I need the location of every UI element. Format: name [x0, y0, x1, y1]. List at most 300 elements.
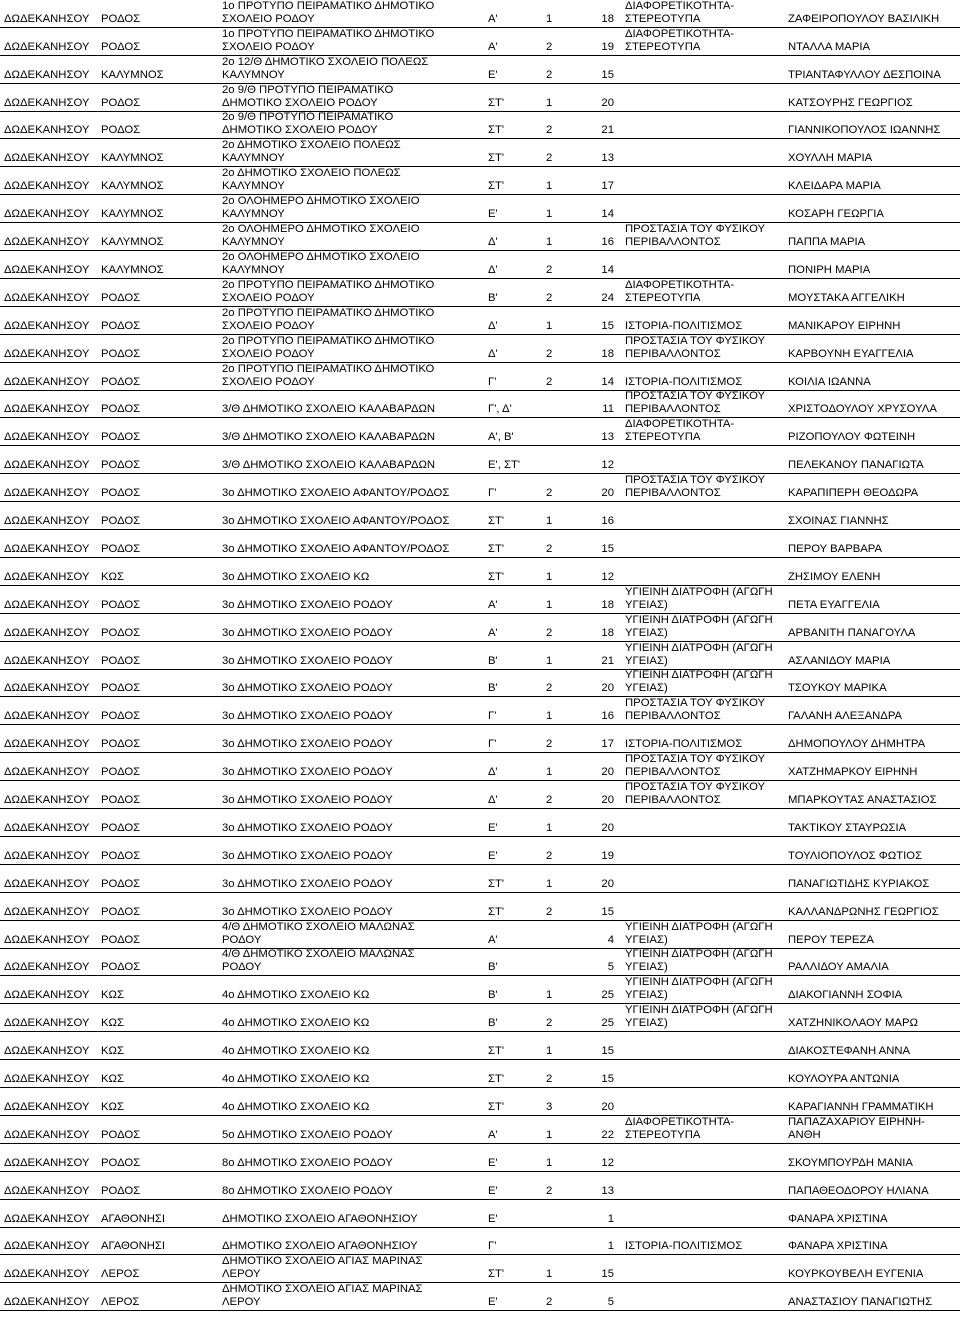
table-row: [0, 781, 960, 809]
grade-cell: Β': [488, 1017, 498, 1030]
island-cell: ΡΟΔΟΣ: [101, 654, 141, 667]
school-cell: ΔΗΜΟΤΙΚΟ ΣΧΟΛΕΙΟ ΑΓΑΘΟΝΗΣΙΟΥ: [222, 1212, 418, 1225]
teacher-cell: ΚΑΛΛΑΝΔΡΩΝΗΣ ΓΕΩΡΓΙΟΣ: [788, 905, 939, 918]
table-row: [0, 1228, 960, 1256]
school-cell: 2ο 12/Θ ΔΗΜΟΤΙΚΟ ΣΧΟΛΕΙΟ ΠΟΛΕΩΣ ΚΑΛΥΜΝΟΥ: [222, 55, 429, 81]
table-row: [0, 391, 960, 419]
teacher-cell: ΚΑΤΣΟΥΡΗΣ ΓΕΩΡΓΙΟΣ: [788, 96, 913, 109]
grade-cell: ΣΤ': [488, 570, 505, 583]
section-cell: 2: [546, 682, 553, 695]
region-cell: ΔΩΔΕΚΑΝΗΣΟΥ: [4, 124, 90, 137]
table-row: [0, 335, 960, 363]
region-cell: ΔΩΔΕΚΑΝΗΣΟΥ: [4, 1045, 90, 1058]
theme-cell: ΠΡΟΣΤΑΣΙΑ ΤΟΥ ΦΥΣΙΚΟΥ ΠΕΡΙΒΑΛΛΟΝΤΟΣ: [625, 223, 766, 249]
grade-cell: ΣΤ': [488, 180, 505, 193]
island-cell: ΡΟΔΟΣ: [101, 1156, 141, 1169]
students-cell: 15: [601, 1073, 614, 1086]
school-cell: 3ο ΔΗΜΟΤΙΚΟ ΣΧΟΛΕΙΟ ΡΟΔΟΥ: [222, 877, 393, 890]
students-cell: 20: [601, 96, 614, 109]
school-cell: 3ο ΔΗΜΟΤΙΚΟ ΣΧΟΛΕΙΟ ΑΦΑΝΤΟΥ/ΡΟΔΟΣ: [222, 515, 450, 528]
island-cell: ΡΟΔΟΣ: [101, 598, 141, 611]
section-cell: 1: [546, 236, 553, 249]
students-cell: 12: [601, 570, 614, 583]
grade-cell: Δ': [488, 263, 498, 276]
students-cell: 15: [601, 1045, 614, 1058]
students-cell: 17: [601, 738, 614, 751]
table-row: [0, 893, 960, 921]
region-cell: ΔΩΔΕΚΑΝΗΣΟΥ: [4, 1268, 90, 1281]
students-cell: 1: [607, 1212, 614, 1225]
students-cell: 4: [607, 933, 614, 946]
section-cell: 1: [546, 821, 553, 834]
table-row: [0, 56, 960, 84]
students-cell: 25: [601, 989, 614, 1002]
section-cell: 2: [546, 626, 553, 639]
section-cell: 2: [546, 1296, 553, 1309]
theme-cell: ΔΙΑΦΟΡΕΤΙΚΟΤΗΤΑ- ΣΤΕΡΕΟΤΥΠΑ: [625, 27, 735, 53]
school-cell: 2ο ΔΗΜΟΤΙΚΟ ΣΧΟΛΕΙΟ ΠΟΛΕΩΣ ΚΑΛΥΜΝΟΥ: [222, 167, 401, 193]
students-cell: 13: [601, 1184, 614, 1197]
grade-cell: Γ': [488, 710, 497, 723]
region-cell: ΔΩΔΕΚΑΝΗΣΟΥ: [4, 431, 90, 444]
table-row: [0, 614, 960, 642]
grade-cell: ΣΤ': [488, 1268, 505, 1281]
section-cell: 2: [546, 905, 553, 918]
region-cell: ΔΩΔΕΚΑΝΗΣΟΥ: [4, 319, 90, 332]
school-cell: 3ο ΔΗΜΟΤΙΚΟ ΣΧΟΛΕΙΟ ΡΟΔΟΥ: [222, 738, 393, 751]
teacher-cell: ΠΑΝΑΓΙΩΤΙΔΗΣ ΚΥΡΙΑΚΟΣ: [788, 877, 930, 890]
school-cell: 1ο ΠΡΟΤΥΠΟ ΠΕΙΡΑΜΑΤΙΚΟ ΔΗΜΟΤΙΚΟ ΣΧΟΛΕΙΟ ΡΟΔΟΥ: [222, 0, 435, 25]
teacher-cell: ΤΟΥΛΙΟΠΟΥΛΟΣ ΦΩΤΙΟΣ: [788, 849, 923, 862]
grade-cell: Ε', ΣΤ': [488, 459, 521, 472]
section-cell: 2: [546, 738, 553, 751]
teacher-cell: ΧΟΥΛΛΗ ΜΑΡΙΑ: [788, 152, 873, 165]
teacher-cell: ΦΑΝΑΡΑ ΧΡΙΣΤΙΝΑ: [788, 1212, 888, 1225]
teacher-cell: ΚΟΥΛΟΥΡΑ ΑΝΤΩΝΙΑ: [788, 1073, 900, 1086]
teacher-cell: ΑΝΑΣΤΑΣΙΟΥ ΠΑΝΑΓΙΩΤΗΣ: [788, 1296, 933, 1309]
region-cell: ΔΩΔΕΚΑΝΗΣΟΥ: [4, 236, 90, 249]
teacher-cell: ΠΑΠΑΖΑΧΑΡΙΟΥ ΕΙΡΗΝΗ- ΑΝΘΗ: [788, 1115, 925, 1141]
students-cell: 20: [601, 487, 614, 500]
theme-cell: ΥΓΙΕΙΝΗ ΔΙΑΤΡΟΦΗ (ΑΓΩΓΗ ΥΓΕΙΑΣ): [625, 669, 773, 695]
island-cell: ΚΑΛΥΜΝΟΣ: [101, 180, 164, 193]
school-cell: 1ο ΠΡΟΤΥΠΟ ΠΕΙΡΑΜΑΤΙΚΟ ΔΗΜΟΤΙΚΟ ΣΧΟΛΕΙΟ ΡΟΔΟΥ: [222, 27, 435, 53]
section-cell: 1: [546, 180, 553, 193]
teacher-cell: ΚΑΡΑΓΙΑΝΝΗ ΓΡΑΜΜΑΤΙΚΗ: [788, 1100, 934, 1113]
region-cell: ΔΩΔΕΚΑΝΗΣΟΥ: [4, 989, 90, 1002]
teacher-cell: ΚΛΕΙΔΑΡΑ ΜΑΡΙΑ: [788, 180, 881, 193]
region-cell: ΔΩΔΕΚΑΝΗΣΟΥ: [4, 654, 90, 667]
school-cell: 5ο ΔΗΜΟΤΙΚΟ ΣΧΟΛΕΙΟ ΡΟΔΟΥ: [222, 1128, 393, 1141]
table-row: [0, 530, 960, 558]
island-cell: ΡΟΔΟΣ: [101, 375, 141, 388]
region-cell: ΔΩΔΕΚΑΝΗΣΟΥ: [4, 152, 90, 165]
teacher-cell: ΚΟΣΑΡΗ ΓΕΩΡΓΙΑ: [788, 208, 884, 221]
section-cell: 1: [546, 598, 553, 611]
school-cell: 2ο ΟΛΟΗΜΕΡΟ ΔΗΜΟΤΙΚΟ ΣΧΟΛΕΙΟ ΚΑΛΥΜΝΟΥ: [222, 250, 420, 276]
table-row: [0, 84, 960, 112]
school-cell: 4ο ΔΗΜΟΤΙΚΟ ΣΧΟΛΕΙΟ ΚΩ: [222, 1100, 370, 1113]
island-cell: ΡΟΔΟΣ: [101, 766, 141, 779]
region-cell: ΔΩΔΕΚΑΝΗΣΟΥ: [4, 347, 90, 360]
theme-cell: ΔΙΑΦΟΡΕΤΙΚΟΤΗΤΑ- ΣΤΕΡΕΟΤΥΠΑ: [625, 278, 735, 304]
school-cell: 3ο ΔΗΜΟΤΙΚΟ ΣΧΟΛΕΙΟ ΡΟΔΟΥ: [222, 598, 393, 611]
grade-cell: Ε': [488, 1156, 498, 1169]
section-cell: 2: [546, 1184, 553, 1197]
island-cell: ΡΟΔΟΣ: [101, 96, 141, 109]
grade-cell: Β': [488, 961, 498, 974]
students-cell: 17: [601, 180, 614, 193]
grade-cell: Ε': [488, 1184, 498, 1197]
school-cell: 3ο ΔΗΜΟΤΙΚΟ ΣΧΟΛΕΙΟ ΡΟΔΟΥ: [222, 710, 393, 723]
island-cell: ΡΟΔΟΣ: [101, 487, 141, 500]
teacher-cell: ΚΑΡΑΠΙΠΕΡΗ ΘΕΟΔΩΡΑ: [788, 487, 919, 500]
table-row: [0, 167, 960, 195]
students-cell: 25: [601, 1017, 614, 1030]
grade-cell: ΣΤ': [488, 152, 505, 165]
island-cell: ΚΑΛΥΜΝΟΣ: [101, 68, 164, 81]
island-cell: ΡΟΔΟΣ: [101, 1184, 141, 1197]
island-cell: ΚΑΛΥΜΝΟΣ: [101, 263, 164, 276]
school-cell: ΔΗΜΟΤΙΚΟ ΣΧΟΛΕΙΟ ΑΓΙΑΣ ΜΑΡΙΝΑΣ ΛΕΡΟΥ: [222, 1283, 423, 1309]
students-cell: 20: [601, 682, 614, 695]
section-cell: 2: [546, 68, 553, 81]
region-cell: ΔΩΔΕΚΑΝΗΣΟΥ: [4, 180, 90, 193]
theme-cell: ΥΓΙΕΙΝΗ ΔΙΑΤΡΟΦΗ (ΑΓΩΓΗ ΥΓΕΙΑΣ): [625, 641, 773, 667]
teacher-cell: ΤΡΙΑΝΤΑΦΥΛΛΟΥ ΔΕΣΠΟΙΝΑ: [788, 68, 941, 81]
grade-cell: Ε': [488, 849, 498, 862]
table-row: [0, 698, 960, 726]
school-cell: 3ο ΔΗΜΟΤΙΚΟ ΣΧΟΛΕΙΟ ΚΩ: [222, 570, 370, 583]
students-cell: 18: [601, 347, 614, 360]
island-cell: ΡΟΔΟΣ: [101, 682, 141, 695]
theme-cell: ΙΣΤΟΡΙΑ-ΠΟΛΙΤΙΣΜΟΣ: [625, 1240, 743, 1253]
section-cell: 1: [546, 654, 553, 667]
grade-cell: ΣΤ': [488, 877, 505, 890]
section-cell: 1: [546, 1268, 553, 1281]
grade-cell: Δ': [488, 347, 498, 360]
grade-cell: ΣΤ': [488, 515, 505, 528]
island-cell: ΚΑΛΥΜΝΟΣ: [101, 208, 164, 221]
region-cell: ΔΩΔΕΚΑΝΗΣΟΥ: [4, 1240, 90, 1253]
region-cell: ΔΩΔΕΚΑΝΗΣΟΥ: [4, 849, 90, 862]
grade-cell: Γ': [488, 1240, 497, 1253]
table-row: [0, 558, 960, 586]
teacher-cell: ΜΟΥΣΤΑΚΑ ΑΓΓΕΛΙΚΗ: [788, 291, 905, 304]
table-row: [0, 1283, 960, 1311]
section-cell: 1: [546, 766, 553, 779]
table-row: [0, 307, 960, 335]
table-row: [0, 1060, 960, 1088]
students-cell: 18: [601, 12, 614, 25]
theme-cell: ΠΡΟΣΤΑΣΙΑ ΤΟΥ ΦΥΣΙΚΟΥ ΠΕΡΙΒΑΛΛΟΝΤΟΣ: [625, 697, 766, 723]
theme-cell: ΥΓΙΕΙΝΗ ΔΙΑΤΡΟΦΗ (ΑΓΩΓΗ ΥΓΕΙΑΣ): [625, 1004, 773, 1030]
table-row: [0, 809, 960, 837]
table-row: [0, 474, 960, 502]
teacher-cell: ΖΗΣΙΜΟΥ ΕΛΕΝΗ: [788, 570, 881, 583]
table-row: [0, 670, 960, 698]
region-cell: ΔΩΔΕΚΑΝΗΣΟΥ: [4, 12, 90, 25]
island-cell: ΑΓΑΘΟΝΗΣΙ: [101, 1212, 166, 1225]
students-cell: 13: [601, 431, 614, 444]
theme-cell: ΙΣΤΟΡΙΑ-ΠΟΛΙΤΙΣΜΟΣ: [625, 375, 743, 388]
island-cell: ΡΟΔΟΣ: [101, 431, 141, 444]
theme-cell: ΥΓΙΕΙΝΗ ΔΙΑΤΡΟΦΗ (ΑΓΩΓΗ ΥΓΕΙΑΣ): [625, 948, 773, 974]
students-cell: 24: [601, 291, 614, 304]
island-cell: ΚΩΣ: [101, 570, 124, 583]
island-cell: ΚΑΛΥΜΝΟΣ: [101, 236, 164, 249]
region-cell: ΔΩΔΕΚΑΝΗΣΟΥ: [4, 961, 90, 974]
school-cell: 3ο ΔΗΜΟΤΙΚΟ ΣΧΟΛΕΙΟ ΡΟΔΟΥ: [222, 849, 393, 862]
theme-cell: ΠΡΟΣΤΑΣΙΑ ΤΟΥ ΦΥΣΙΚΟΥ ΠΕΡΙΒΑΛΛΟΝΤΟΣ: [625, 390, 766, 416]
section-cell: 2: [546, 263, 553, 276]
students-cell: 5: [607, 961, 614, 974]
students-cell: 5: [607, 1296, 614, 1309]
school-cell: 8ο ΔΗΜΟΤΙΚΟ ΣΧΟΛΕΙΟ ΡΟΔΟΥ: [222, 1184, 393, 1197]
island-cell: ΡΟΔΟΣ: [101, 124, 141, 137]
island-cell: ΡΟΔΟΣ: [101, 403, 141, 416]
grade-cell: ΣΤ': [488, 1073, 505, 1086]
grade-cell: Γ': [488, 375, 497, 388]
grade-cell: Α': [488, 598, 498, 611]
island-cell: ΡΟΔΟΣ: [101, 738, 141, 751]
teacher-cell: ΔΙΑΚΟΓΙΑΝΝΗ ΣΟΦΙΑ: [788, 989, 903, 1002]
table-row: [0, 140, 960, 168]
section-cell: 2: [546, 487, 553, 500]
school-cell: 3ο ΔΗΜΟΤΙΚΟ ΣΧΟΛΕΙΟ ΡΟΔΟΥ: [222, 654, 393, 667]
table-row: [0, 0, 960, 28]
section-cell: 2: [546, 347, 553, 360]
region-cell: ΔΩΔΕΚΑΝΗΣΟΥ: [4, 1073, 90, 1086]
grade-cell: Ε': [488, 821, 498, 834]
school-cell: 4/Θ ΔΗΜΟΤΙΚΟ ΣΧΟΛΕΙΟ ΜΑΛΩΝΑΣ ΡΟΔΟΥ: [222, 920, 415, 946]
teacher-cell: ΑΣΛΑΝΙΔΟΥ ΜΑΡΙΑ: [788, 654, 891, 667]
students-cell: 20: [601, 1100, 614, 1113]
section-cell: 2: [546, 542, 553, 555]
students-cell: 16: [601, 236, 614, 249]
island-cell: ΡΟΔΟΣ: [101, 40, 141, 53]
school-cell: 2ο ΠΡΟΤΥΠΟ ΠΕΙΡΑΜΑΤΙΚΟ ΔΗΜΟΤΙΚΟ ΣΧΟΛΕΙΟ ΡΟΔΟΥ: [222, 362, 435, 388]
teacher-cell: ΚΟΥΡΚΟΥΒΕΛΗ ΕΥΓΕΝΙΑ: [788, 1268, 924, 1281]
table-row: [0, 837, 960, 865]
teacher-cell: ΧΑΤΖΗΜΑΡΚΟΥ ΕΙΡΗΝΗ: [788, 766, 918, 779]
grade-cell: Δ': [488, 319, 498, 332]
school-cell: 3ο ΔΗΜΟΤΙΚΟ ΣΧΟΛΕΙΟ ΡΟΔΟΥ: [222, 821, 393, 834]
theme-cell: ΠΡΟΣΤΑΣΙΑ ΤΟΥ ΦΥΣΙΚΟΥ ΠΕΡΙΒΑΛΛΟΝΤΟΣ: [625, 334, 766, 360]
section-cell: 2: [546, 291, 553, 304]
teacher-cell: ΠΕΤΑ ΕΥΑΓΓΕΛΙΑ: [788, 598, 880, 611]
school-cell: 2ο 9/Θ ΠΡΟΤΥΠΟ ΠΕΙΡΑΜΑΤΙΚΟ ΔΗΜΟΤΙΚΟ ΣΧΟΛΕΙΟ ΡΟΔΟΥ: [222, 111, 394, 137]
island-cell: ΛΕΡΟΣ: [101, 1296, 140, 1309]
teacher-cell: ΓΑΛΑΝΗ ΑΛΕΞΑΝΔΡΑ: [788, 710, 903, 723]
grade-cell: Ε': [488, 1212, 498, 1225]
teacher-cell: ΚΑΡΒΟΥΝΗ ΕΥΑΓΓΕΛΙΑ: [788, 347, 914, 360]
island-cell: ΡΟΔΟΣ: [101, 710, 141, 723]
region-cell: ΔΩΔΕΚΑΝΗΣΟΥ: [4, 459, 90, 472]
students-cell: 15: [601, 319, 614, 332]
grade-cell: Ε': [488, 68, 498, 81]
region-cell: ΔΩΔΕΚΑΝΗΣΟΥ: [4, 375, 90, 388]
theme-cell: ΔΙΑΦΟΡΕΤΙΚΟΤΗΤΑ- ΣΤΕΡΕΟΤΥΠΑ: [625, 0, 735, 25]
teacher-cell: ΑΡΒΑΝΙΤΗ ΠΑΝΑΓΟΥΛΑ: [788, 626, 916, 639]
section-cell: 1: [546, 208, 553, 221]
students-cell: 15: [601, 905, 614, 918]
school-cell: 4ο ΔΗΜΟΤΙΚΟ ΣΧΟΛΕΙΟ ΚΩ: [222, 1045, 370, 1058]
students-cell: 13: [601, 152, 614, 165]
grade-cell: ΣΤ': [488, 96, 505, 109]
theme-cell: ΔΙΑΦΟΡΕΤΙΚΟΤΗΤΑ- ΣΤΕΡΕΟΤΥΠΑ: [625, 1115, 735, 1141]
school-cell: 2ο ΟΛΟΗΜΕΡΟ ΔΗΜΟΤΙΚΟ ΣΧΟΛΕΙΟ ΚΑΛΥΜΝΟΥ: [222, 223, 420, 249]
school-cell: 4/Θ ΔΗΜΟΤΙΚΟ ΣΧΟΛΕΙΟ ΜΑΛΩΝΑΣ ΡΟΔΟΥ: [222, 948, 415, 974]
island-cell: ΡΟΔΟΣ: [101, 459, 141, 472]
teacher-cell: ΠΑΠΠΑ ΜΑΡΙΑ: [788, 236, 866, 249]
region-cell: ΔΩΔΕΚΑΝΗΣΟΥ: [4, 570, 90, 583]
region-cell: ΔΩΔΕΚΑΝΗΣΟΥ: [4, 40, 90, 53]
students-cell: 18: [601, 598, 614, 611]
table-row: [0, 1256, 960, 1284]
teacher-cell: ΔΗΜΟΠΟΥΛΟΥ ΔΗΜΗΤΡΑ: [788, 738, 926, 751]
section-cell: 2: [546, 375, 553, 388]
school-cell: 3ο ΔΗΜΟΤΙΚΟ ΣΧΟΛΕΙΟ ΡΟΔΟΥ: [222, 766, 393, 779]
school-cell: 3ο ΔΗΜΟΤΙΚΟ ΣΧΟΛΕΙΟ ΑΦΑΝΤΟΥ/ΡΟΔΟΣ: [222, 542, 450, 555]
island-cell: ΡΟΔΟΣ: [101, 291, 141, 304]
theme-cell: ΙΣΤΟΡΙΑ-ΠΟΛΙΤΙΣΜΟΣ: [625, 738, 743, 751]
region-cell: ΔΩΔΕΚΑΝΗΣΟΥ: [4, 1184, 90, 1197]
region-cell: ΔΩΔΕΚΑΝΗΣΟΥ: [4, 766, 90, 779]
region-cell: ΔΩΔΕΚΑΝΗΣΟΥ: [4, 542, 90, 555]
region-cell: ΔΩΔΕΚΑΝΗΣΟΥ: [4, 487, 90, 500]
teacher-cell: ΧΡΙΣΤΟΔΟΥΛΟΥ ΧΡΥΣΟΥΛΑ: [788, 403, 937, 416]
table-row: [0, 977, 960, 1005]
region-cell: ΔΩΔΕΚΑΝΗΣΟΥ: [4, 821, 90, 834]
students-cell: 16: [601, 515, 614, 528]
theme-cell: ΥΓΙΕΙΝΗ ΔΙΑΤΡΟΦΗ (ΑΓΩΓΗ ΥΓΕΙΑΣ): [625, 920, 773, 946]
table-row: [0, 725, 960, 753]
school-cell: 3/Θ ΔΗΜΟΤΙΚΟ ΣΧΟΛΕΙΟ ΚΑΛΑΒΑΡΔΩΝ: [222, 431, 436, 444]
grade-cell: ΣΤ': [488, 1045, 505, 1058]
region-cell: ΔΩΔΕΚΑΝΗΣΟΥ: [4, 1212, 90, 1225]
grade-cell: ΣΤ': [488, 124, 505, 137]
grade-cell: Ε': [488, 208, 498, 221]
section-cell: 1: [546, 989, 553, 1002]
grade-cell: Α': [488, 933, 498, 946]
school-cell: 3ο ΔΗΜΟΤΙΚΟ ΣΧΟΛΕΙΟ ΑΦΑΝΤΟΥ/ΡΟΔΟΣ: [222, 487, 450, 500]
island-cell: ΑΓΑΘΟΝΗΣΙ: [101, 1240, 166, 1253]
grade-cell: Δ': [488, 766, 498, 779]
region-cell: ΔΩΔΕΚΑΝΗΣΟΥ: [4, 68, 90, 81]
region-cell: ΔΩΔΕΚΑΝΗΣΟΥ: [4, 96, 90, 109]
students-cell: 1: [607, 1240, 614, 1253]
island-cell: ΡΟΔΟΣ: [101, 319, 141, 332]
island-cell: ΡΟΔΟΣ: [101, 542, 141, 555]
region-cell: ΔΩΔΕΚΑΝΗΣΟΥ: [4, 1100, 90, 1113]
region-cell: ΔΩΔΕΚΑΝΗΣΟΥ: [4, 208, 90, 221]
table-row: [0, 223, 960, 251]
grade-cell: Α': [488, 40, 498, 53]
school-cell: 2ο ΟΛΟΗΜΕΡΟ ΔΗΜΟΤΙΚΟ ΣΧΟΛΕΙΟ ΚΑΛΥΜΝΟΥ: [222, 195, 420, 221]
teacher-cell: ΣΚΟΥΜΠΟΥΡΔΗ ΜΑΝΙΑ: [788, 1156, 913, 1169]
students-cell: 20: [601, 766, 614, 779]
grade-cell: Β': [488, 654, 498, 667]
table-row: [0, 28, 960, 56]
section-cell: 3: [546, 1100, 553, 1113]
region-cell: ΔΩΔΕΚΑΝΗΣΟΥ: [4, 1128, 90, 1141]
students-cell: 18: [601, 626, 614, 639]
theme-cell: ΙΣΤΟΡΙΑ-ΠΟΛΙΤΙΣΜΟΣ: [625, 319, 743, 332]
teacher-cell: ΤΣΟΥΚΟΥ ΜΑΡΙΚΑ: [788, 682, 887, 695]
table-row: [0, 195, 960, 223]
island-cell: ΚΩΣ: [101, 1045, 124, 1058]
grade-cell: Β': [488, 682, 498, 695]
region-cell: ΔΩΔΕΚΑΝΗΣΟΥ: [4, 738, 90, 751]
region-cell: ΔΩΔΕΚΑΝΗΣΟΥ: [4, 403, 90, 416]
island-cell: ΚΩΣ: [101, 989, 124, 1002]
table-row: [0, 949, 960, 977]
theme-cell: ΥΓΙΕΙΝΗ ΔΙΑΤΡΟΦΗ (ΑΓΩΓΗ ΥΓΕΙΑΣ): [625, 613, 773, 639]
students-cell: 12: [601, 459, 614, 472]
section-cell: 1: [546, 710, 553, 723]
grade-cell: ΣΤ': [488, 1100, 505, 1113]
teacher-cell: ΤΑΚΤΙΚΟΥ ΣΤΑΥΡΩΣΙΑ: [788, 821, 907, 834]
region-cell: ΔΩΔΕΚΑΝΗΣΟΥ: [4, 1017, 90, 1030]
teacher-cell: ΠΟΝΙΡΗ ΜΑΡΙΑ: [788, 263, 871, 276]
theme-cell: ΥΓΙΕΙΝΗ ΔΙΑΤΡΟΦΗ (ΑΓΩΓΗ ΥΓΕΙΑΣ): [625, 976, 773, 1002]
region-cell: ΔΩΔΕΚΑΝΗΣΟΥ: [4, 933, 90, 946]
students-cell: 14: [601, 208, 614, 221]
section-cell: 2: [546, 40, 553, 53]
section-cell: 1: [546, 1128, 553, 1141]
region-cell: ΔΩΔΕΚΑΝΗΣΟΥ: [4, 710, 90, 723]
students-cell: 20: [601, 877, 614, 890]
grade-cell: Β': [488, 291, 498, 304]
table-row: [0, 642, 960, 670]
school-cell: 2ο ΠΡΟΤΥΠΟ ΠΕΙΡΑΜΑΤΙΚΟ ΔΗΜΟΤΙΚΟ ΣΧΟΛΕΙΟ ΡΟΔΟΥ: [222, 306, 435, 332]
region-cell: ΔΩΔΕΚΑΝΗΣΟΥ: [4, 626, 90, 639]
teacher-cell: ΧΑΤΖΗΝΙΚΟΛΑΟΥ ΜΑΡΩ: [788, 1017, 918, 1030]
grade-cell: Γ': [488, 738, 497, 751]
section-cell: 1: [546, 96, 553, 109]
table-row: [0, 1116, 960, 1144]
section-cell: 2: [546, 124, 553, 137]
school-cell: ΔΗΜΟΤΙΚΟ ΣΧΟΛΕΙΟ ΑΓΙΑΣ ΜΑΡΙΝΑΣ ΛΕΡΟΥ: [222, 1255, 423, 1281]
teacher-cell: ΠΕΛΕΚΑΝΟΥ ΠΑΝΑΓΙΩΤΑ: [788, 459, 924, 472]
school-cell: 2ο ΠΡΟΤΥΠΟ ΠΕΙΡΑΜΑΤΙΚΟ ΔΗΜΟΤΙΚΟ ΣΧΟΛΕΙΟ ΡΟΔΟΥ: [222, 334, 435, 360]
students-cell: 19: [601, 40, 614, 53]
school-cell: 3ο ΔΗΜΟΤΙΚΟ ΣΧΟΛΕΙΟ ΡΟΔΟΥ: [222, 682, 393, 695]
region-cell: ΔΩΔΕΚΑΝΗΣΟΥ: [4, 682, 90, 695]
teacher-cell: ΚΟΙΛΙΑ ΙΩΑΝΝΑ: [788, 375, 871, 388]
theme-cell: ΔΙΑΦΟΡΕΤΙΚΟΤΗΤΑ- ΣΤΕΡΕΟΤΥΠΑ: [625, 418, 735, 444]
table-row: [0, 1172, 960, 1200]
theme-cell: ΠΡΟΣΤΑΣΙΑ ΤΟΥ ΦΥΣΙΚΟΥ ΠΕΡΙΒΑΛΛΟΝΤΟΣ: [625, 474, 766, 500]
island-cell: ΡΟΔΟΣ: [101, 933, 141, 946]
region-cell: ΔΩΔΕΚΑΝΗΣΟΥ: [4, 1156, 90, 1169]
table-row: [0, 1200, 960, 1228]
school-cell: 2ο ΔΗΜΟΤΙΚΟ ΣΧΟΛΕΙΟ ΠΟΛΕΩΣ ΚΑΛΥΜΝΟΥ: [222, 139, 401, 165]
school-cell: 8ο ΔΗΜΟΤΙΚΟ ΣΧΟΛΕΙΟ ΡΟΔΟΥ: [222, 1156, 393, 1169]
table-row: [0, 502, 960, 530]
students-cell: 20: [601, 794, 614, 807]
school-cell: 3/Θ ΔΗΜΟΤΙΚΟ ΣΧΟΛΕΙΟ ΚΑΛΑΒΑΡΔΩΝ: [222, 403, 436, 416]
table-row: [0, 1032, 960, 1060]
students-cell: 22: [601, 1128, 614, 1141]
students-cell: 20: [601, 821, 614, 834]
students-cell: 15: [601, 542, 614, 555]
island-cell: ΡΟΔΟΣ: [101, 877, 141, 890]
teacher-cell: ΡΙΖΟΠΟΥΛΟΥ ΦΩΤΕΙΝΗ: [788, 431, 916, 444]
table-row: [0, 446, 960, 474]
students-cell: 15: [601, 1268, 614, 1281]
